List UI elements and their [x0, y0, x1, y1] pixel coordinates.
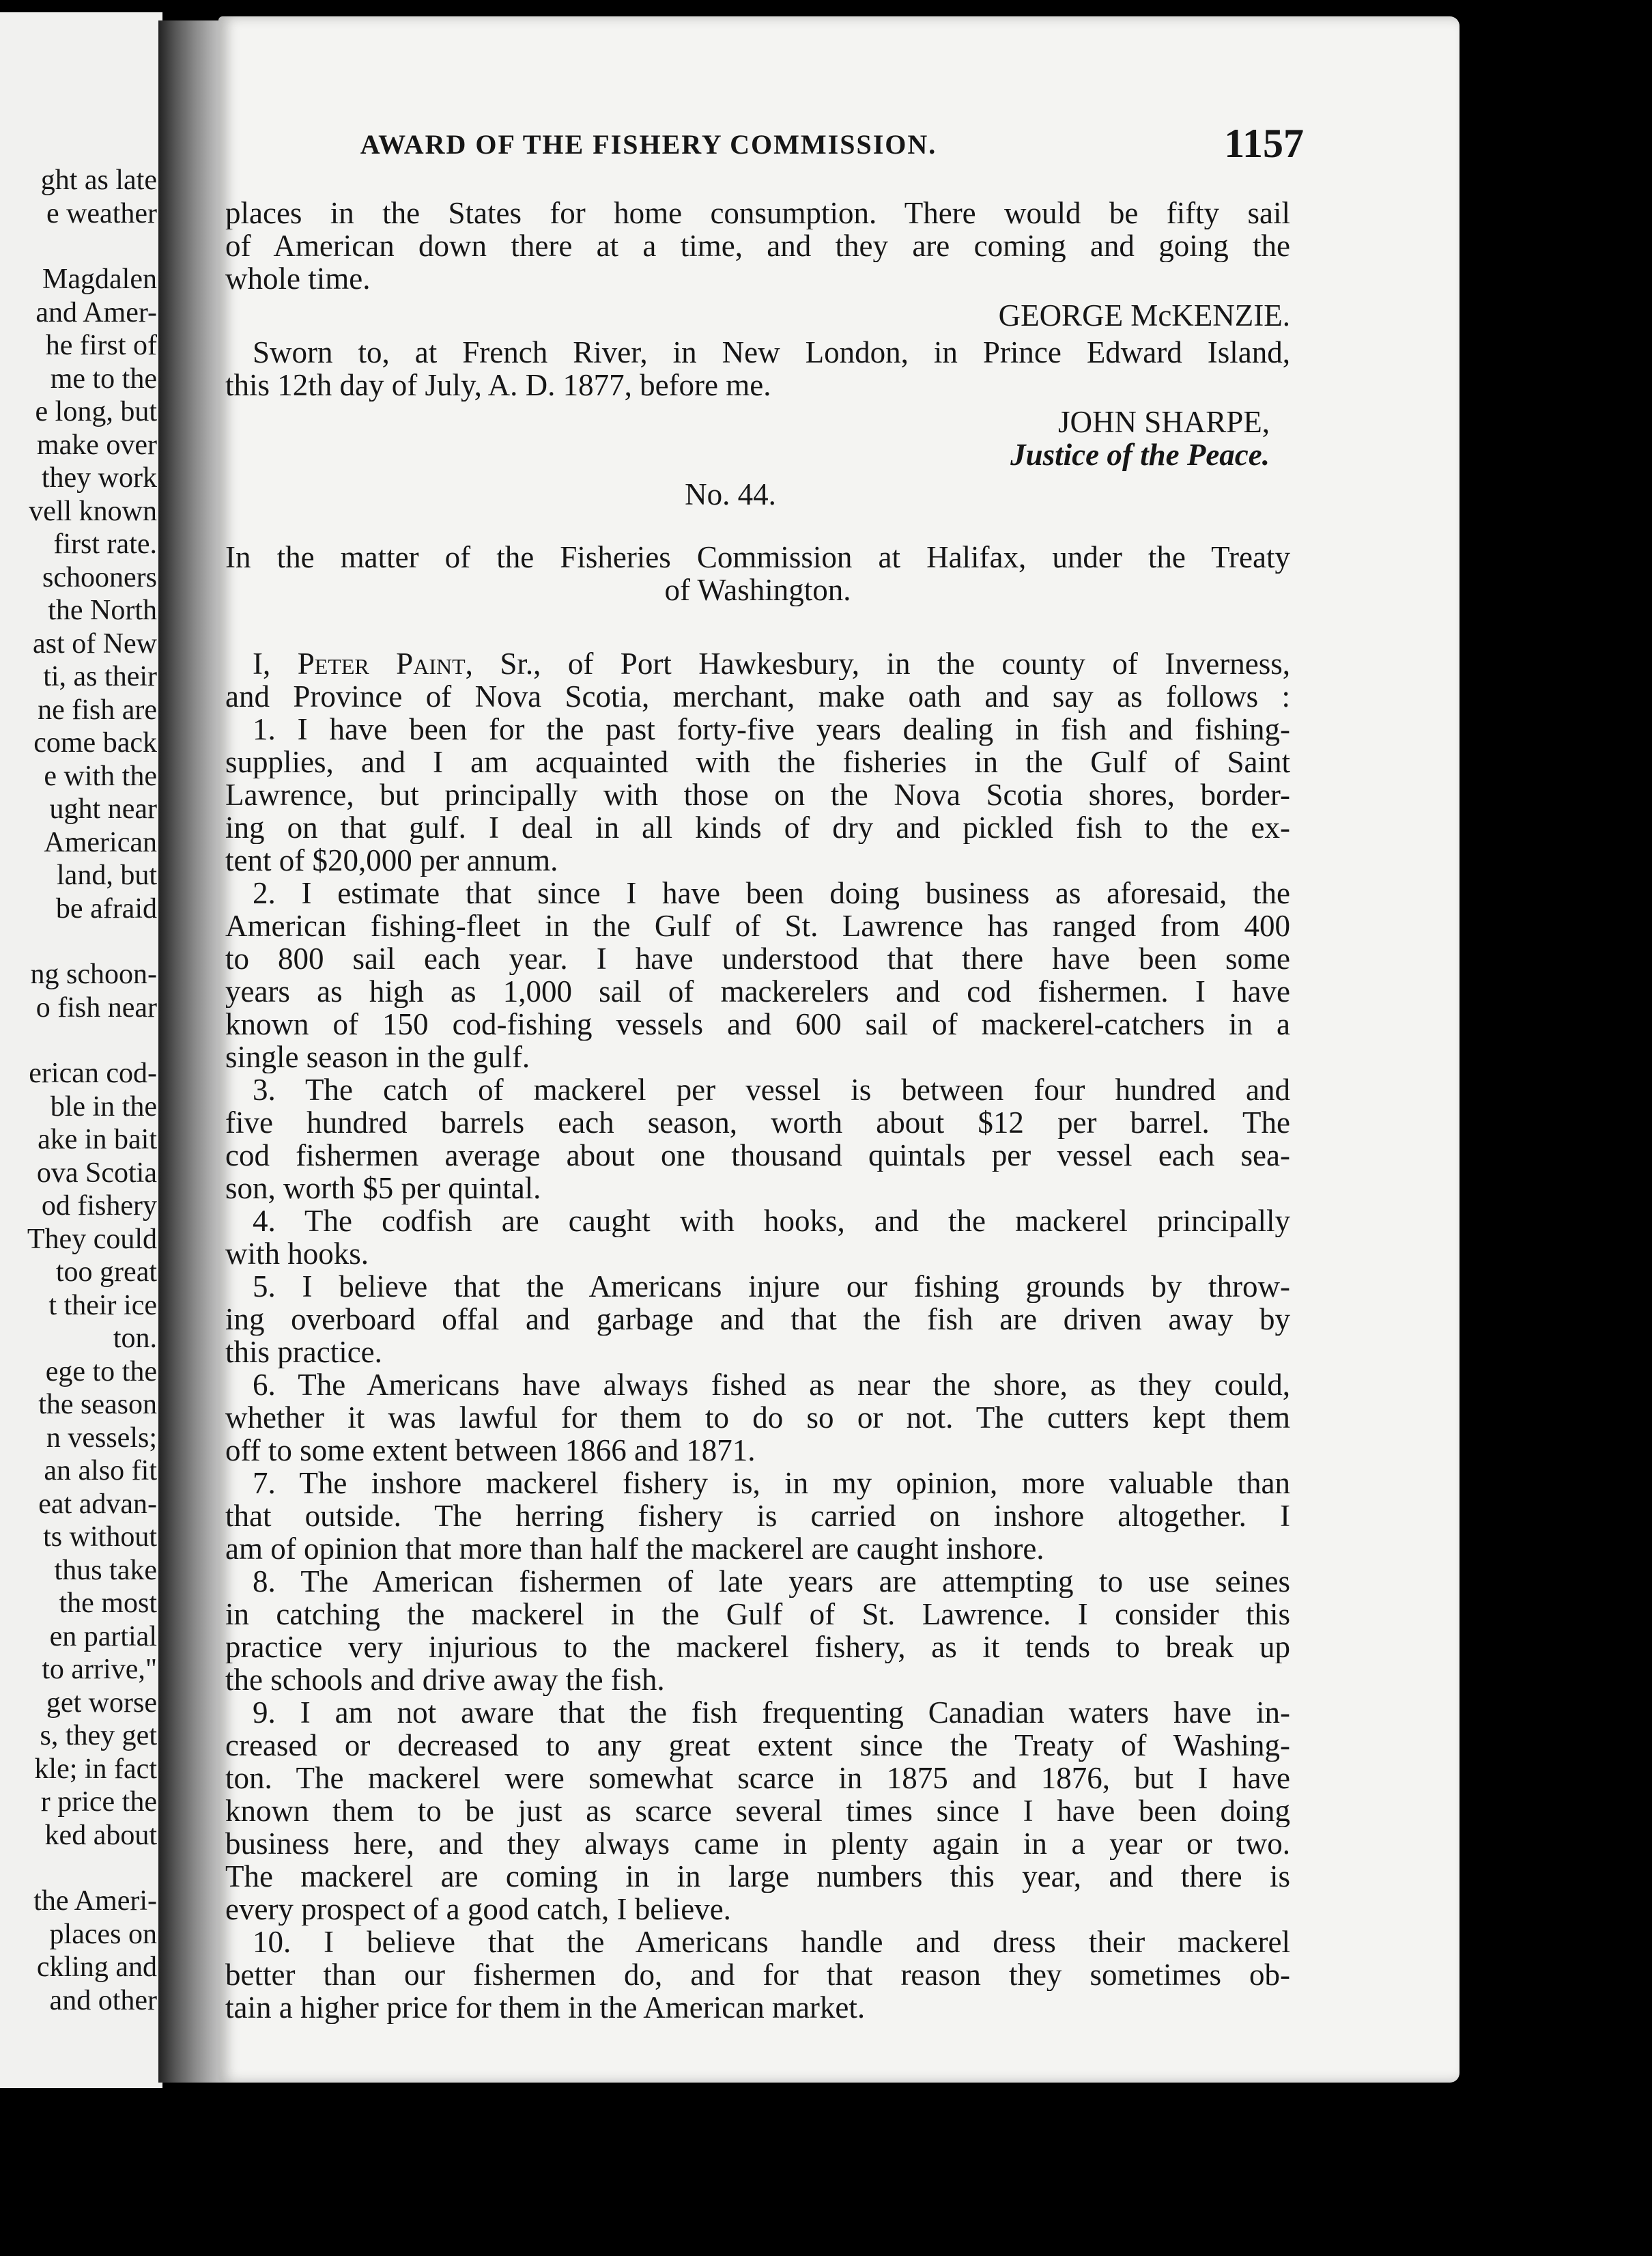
deponent-name: Peter Paint — [297, 647, 466, 680]
text-line: 8. The American fishermen of late years are attempting to use seines — [253, 1565, 1290, 1598]
text-line: Lawrence, but principally with those on the Nova Scotia shores, border- — [225, 778, 1290, 811]
text-line: 2. I estimate that since I have been doing business as aforesaid, the — [253, 877, 1290, 910]
left-page-line: ova Scotia — [36, 1157, 157, 1189]
left-page-text — [0, 164, 157, 2017]
text-line: cod fishermen average about one thousand quintals per vessel each sea- — [225, 1139, 1290, 1172]
left-page-line: n vessels; — [46, 1422, 157, 1454]
left-page-line: the Ameri- — [33, 1885, 157, 1917]
text-line: ton. The mackerel were somewhat scarce in 1875 and 1876, but I have — [225, 1762, 1290, 1794]
jurat-line: Sworn to, at French River, in New London, in Prince Edward Island, — [253, 336, 1290, 369]
left-page-line: e with the — [44, 760, 157, 792]
left-page-line — [0, 925, 157, 958]
text-line: every prospect of a good catch, I believe. — [225, 1893, 731, 1926]
paragraph-9 — [225, 1696, 1290, 1926]
left-page-line: ght as late — [40, 165, 157, 196]
intro-rest: , Sr., of Port Hawkesbury, in the county of Inverness, — [465, 647, 1290, 680]
left-page-line: ti, as their — [43, 661, 157, 692]
left-page-line: ble in the — [50, 1090, 157, 1123]
matter-title-line: In the matter of the Fisheries Commission at Halifax, under the Treaty — [225, 541, 1290, 574]
left-page-line: the season — [38, 1389, 157, 1420]
text-line: that outside. The herring fishery is carried on inshore altogether. I — [225, 1499, 1290, 1532]
left-page-line: ne fish are — [38, 694, 157, 726]
left-page-line: and other — [49, 1984, 157, 2016]
left-page-line: ts without — [43, 1521, 157, 1553]
text-line: single season in the gulf. — [225, 1041, 530, 1073]
left-page-line: ng schoon- — [30, 959, 157, 990]
left-page-line: e long, but — [35, 396, 157, 427]
left-page-line: o fish near — [35, 991, 157, 1024]
matter-title-line: of Washington. — [664, 574, 851, 606]
paragraph-6 — [225, 1368, 1290, 1467]
text-line: known of 150 cod-fishing vessels and 600 sail of mackerel-catchers in a — [225, 1008, 1290, 1041]
left-page-line: first rate. — [53, 528, 157, 560]
text-line: supplies, and I am acquainted with the fisheries in the Gulf of Saint — [225, 746, 1290, 778]
left-page-line: and Amer- — [35, 296, 157, 328]
left-page-line: to arrive," — [42, 1654, 157, 1685]
running-head: AWARD OF THE FISHERY COMMISSION. — [360, 129, 937, 160]
paragraph-7 — [225, 1467, 1290, 1565]
paragraph-4 — [225, 1204, 1290, 1270]
page-number: 1157 — [1224, 121, 1304, 166]
left-page-line: they work — [41, 462, 157, 494]
left-page-line: get worse — [46, 1687, 157, 1719]
left-page-line: r price the — [40, 1786, 157, 1818]
left-page-line: ked about — [44, 1819, 157, 1851]
text-line: to 800 sail each year. I have understood that there have been some — [225, 942, 1290, 975]
text-line: American fishing-fleet in the Gulf of St. Lawrence has ranged from 400 — [225, 910, 1290, 942]
left-page-line: t their ice — [48, 1289, 157, 1321]
paragraph-8 — [225, 1565, 1290, 1696]
left-page-line — [0, 1024, 157, 1057]
text-line: 5. I believe that the Americans injure our fishing grounds by throw- — [253, 1270, 1290, 1303]
text-line: better than our fishermen do, and for that reason they sometimes ob- — [225, 1958, 1290, 1991]
left-page-line: American — [44, 826, 157, 858]
jurat-line: this 12th day of July, A. D. 1877, before me. — [225, 369, 771, 401]
text-line: 4. The codfish are caught with hooks, and the mackerel principally — [253, 1204, 1290, 1237]
left-page-line: ught near — [49, 793, 157, 825]
signature-john-sharpe: JOHN SHARPE, — [1057, 406, 1270, 438]
left-page-line: vell known — [29, 495, 157, 527]
text-line: 3. The catch of mackerel per vessel is between four hundred and — [253, 1073, 1290, 1106]
text-line: ing overboard offal and garbage and that the fish are driven away by — [225, 1303, 1290, 1336]
text-line: the schools and drive away the fish. — [225, 1663, 665, 1696]
text-line: places in the States for home consumption. There would be fifty sail — [225, 197, 1290, 229]
document-number: No. 44. — [685, 478, 776, 511]
left-page-line: ast of New — [33, 628, 157, 660]
text-line: practice very injurious to the mackerel fishery, as it tends to break up — [225, 1631, 1290, 1663]
left-page-line: erican cod- — [29, 1058, 157, 1089]
paragraph-5 — [225, 1270, 1290, 1368]
text-line: years as high as 1,000 sail of mackerelers and cod fishermen. I have — [225, 975, 1290, 1008]
paragraph-2 — [225, 877, 1290, 1073]
left-page-line: od fishery — [41, 1190, 157, 1222]
left-page-line: s, they get — [40, 1720, 157, 1751]
paragraph-3 — [225, 1073, 1290, 1204]
left-page-line: an also fit — [44, 1455, 157, 1486]
text-line: 7. The inshore mackerel fishery is, in my opinion, more valuable than — [253, 1467, 1290, 1499]
intro-prefix: I, — [253, 647, 298, 680]
text-line: known them to be just as scarce several times since I have been doing — [225, 1794, 1290, 1827]
text-line: this practice. — [225, 1336, 382, 1368]
left-page-line: come back — [33, 727, 157, 759]
text-line: 9. I am not aware that the fish frequenting Canadian waters have in- — [253, 1696, 1290, 1729]
left-page-line: kle; in fact — [34, 1753, 157, 1785]
left-page-line: en partial — [49, 1620, 157, 1652]
text-line: tent of $20,000 per annum. — [225, 844, 558, 877]
text-line: son, worth $5 per quintal. — [225, 1172, 541, 1204]
text-line: whether it was lawful for them to do so or not. The cutters kept them — [225, 1401, 1290, 1434]
left-page-line: too great — [55, 1256, 157, 1288]
left-page-line — [0, 1852, 157, 1885]
text-line: of American down there at a time, and they are coming and going the — [225, 229, 1290, 262]
text-line: The mackerel are coming in in large numbers this year, and there is — [225, 1860, 1290, 1893]
left-page-line: ege to the — [45, 1355, 157, 1387]
left-page-line: he first of — [45, 330, 157, 361]
signature-george-mckenzie: GEORGE McKENZIE. — [998, 299, 1290, 332]
text-line: in catching the mackerel in the Gulf of St. Lawrence. I consider this — [225, 1598, 1290, 1631]
left-page-line: thus take — [54, 1554, 157, 1586]
left-page-line: schooners — [42, 561, 157, 593]
left-page-line: They could — [27, 1223, 157, 1255]
text-line: 1. I have been for the past forty-five years dealing in fish and fishing- — [253, 713, 1290, 746]
text-line: ing on that gulf. I deal in all kinds of dry and pickled fish to the ex- — [225, 811, 1290, 844]
text-line: with hooks. — [225, 1237, 369, 1270]
signature-title: Justice of the Peace. — [1010, 438, 1270, 471]
left-page-fragment — [0, 12, 162, 2088]
text-line: am of opinion that more than half the mackerel are caught inshore. — [225, 1532, 1044, 1565]
left-page-line: the North — [48, 595, 157, 626]
left-page-line: be afraid — [55, 892, 157, 925]
left-page-line: Magdalen — [42, 264, 157, 295]
intro-line — [225, 647, 1290, 680]
text-line: creased or decreased to any great extent since the Treaty of Washing- — [225, 1729, 1290, 1762]
left-page-line: ckling and — [36, 1951, 157, 1983]
left-page-line: ake in bait — [38, 1124, 157, 1155]
text-line: whole time. — [225, 262, 371, 295]
paragraph-10 — [225, 1926, 1290, 2024]
numbered-paragraphs — [225, 713, 1290, 2024]
left-page-line: eat advan- — [38, 1488, 157, 1520]
text-line: 6. The Americans have always fished as near the shore, as they could, — [253, 1368, 1290, 1401]
text-line: tain a higher price for them in the American market. — [225, 1991, 866, 2024]
left-page-line: places on — [49, 1918, 157, 1950]
left-page-line: me to the — [50, 363, 157, 395]
left-page-line: e weather — [46, 197, 157, 229]
paragraph-1 — [225, 713, 1290, 877]
left-page-line: land, but — [57, 860, 157, 891]
left-page-line: make over — [36, 429, 157, 461]
left-page-line — [0, 230, 157, 263]
text-line: business here, and they always came in plenty again in a year or two. — [225, 1827, 1290, 1860]
body-text — [225, 197, 1290, 2024]
text-line: five hundred barrels each season, worth about $12 per barrel. The — [225, 1106, 1290, 1139]
left-page-line: the most — [59, 1588, 157, 1619]
text-line: off to some extent between 1866 and 1871. — [225, 1434, 756, 1467]
text-line: 10. I believe that the Americans handle and dress their mackerel — [253, 1926, 1290, 1958]
intro-line: and Province of Nova Scotia, merchant, make oath and say as follows : — [225, 680, 1290, 713]
left-page-line: ton. — [113, 1323, 157, 1354]
